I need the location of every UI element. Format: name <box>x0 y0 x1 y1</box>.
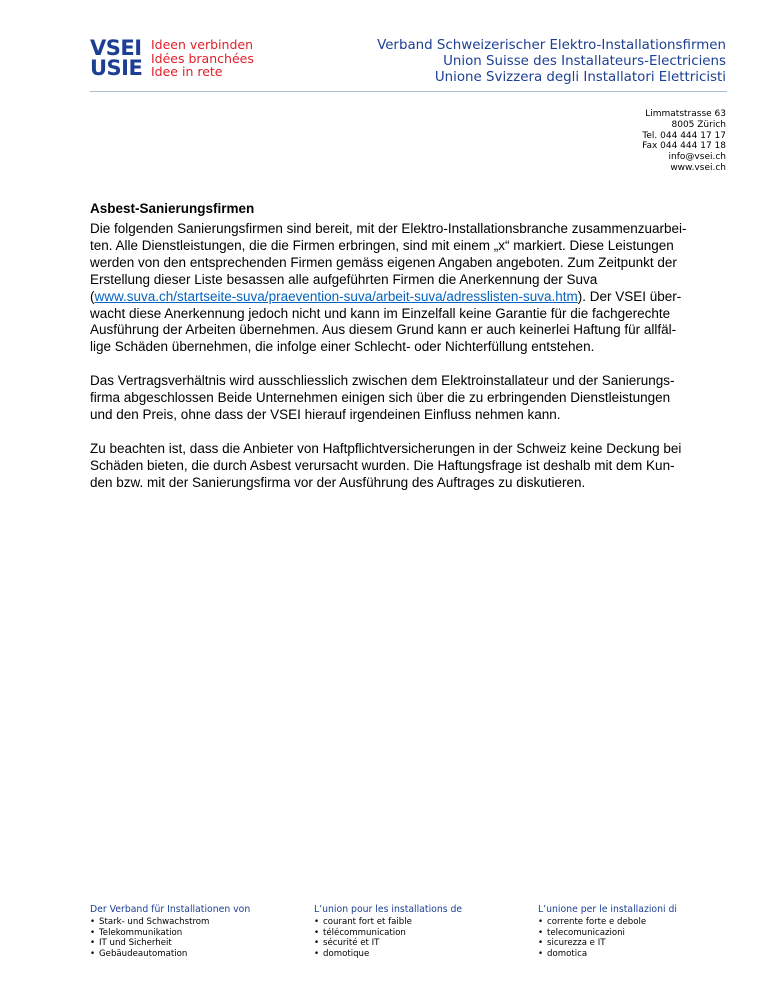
footer-list-item: • sicurezza e IT <box>538 938 677 949</box>
footer-list <box>314 917 462 959</box>
paragraph-contract <box>90 373 730 424</box>
paragraph-intro <box>90 221 730 356</box>
footer-list <box>90 917 250 959</box>
paragraph-line: lige Schäden übernehmen, die infolge einer Schlecht- oder Nichterfüllung entstehen. <box>90 339 595 355</box>
footer-list-item: • corrente forte e debole <box>538 917 677 928</box>
paragraph-line: den bzw. mit der Sanierungsfirma vor der Ausführung des Auftrages zu diskutieren. <box>90 474 586 490</box>
org-name-fr: Union Suisse des Installateurs-Electriciens <box>443 54 726 69</box>
document-body <box>90 221 730 509</box>
paragraph-line: Das Vertragsverhältnis wird ausschliesslich zwischen dem Elektroinstallateur und der Sanierungs- <box>90 373 675 389</box>
tagline-fr: Idées branchées <box>151 50 254 66</box>
footer-list-item: • domotica <box>538 949 677 960</box>
address-city: 8005 Zürich <box>671 119 726 130</box>
paren-open: ( <box>90 288 95 304</box>
footer-list-item: • télécommunication <box>314 928 462 939</box>
footer-heading: Der Verband für Installationen von <box>90 904 251 915</box>
organization-names <box>377 38 726 86</box>
tagline-it: Idee in rete <box>151 64 223 79</box>
address-fax: Fax 044 444 17 18 <box>642 141 726 152</box>
footer <box>0 904 768 964</box>
footer-heading: L’unione per le installazioni di <box>538 904 678 915</box>
org-name-it: Unione Svizzera degli Installatori Elettricisti <box>434 70 726 85</box>
footer-list-item: • Stark- und Schwachstrom <box>90 917 250 928</box>
address-block <box>642 109 726 174</box>
header-divider <box>90 91 727 92</box>
paragraph-line: und den Preis, ohne dass der VSEI hierauf irgendeinen Einfluss nehmen kann. <box>90 407 561 423</box>
paragraph-liability <box>90 441 730 492</box>
paragraph-line: Erstellung dieser Liste besassen alle aufgeführten Firmen die Anerkennung der Suva <box>90 271 598 287</box>
address-phone: Tel. 044 444 17 17 <box>642 130 726 141</box>
footer-column-it <box>538 904 677 959</box>
suva-address-list-link[interactable]: www.suva.ch/startseite-suva/praevention-suva/arbeit-suva/adresslisten-suva.htm <box>94 288 578 304</box>
footer-list <box>538 917 677 959</box>
logo-taglines <box>151 38 311 79</box>
org-name-de: Verband Schweizerischer Elektro-Installationsfirmen <box>377 38 726 53</box>
link-trailing-text: ). Der VSEI über- <box>577 288 682 304</box>
logo-mark-usie: USIE <box>90 56 143 80</box>
paragraph-line: Ausführung der Arbeiten übernehmen. Aus diesem Grund kann er auch keinerlei Haftung für allfäl- <box>90 322 677 338</box>
footer-column-fr <box>314 904 462 959</box>
paragraph-line: firma abgeschlossen Beide Unternehmen einigen sich über die zu erbringenden Dienstleistungen <box>90 390 671 406</box>
document-title: Asbest-Sanierungsfirmen <box>90 201 255 216</box>
paragraph-line: werden von den entsprechenden Firmen gemäss eigenen Angaben angeboten. Zum Zeitpunkt der <box>90 254 677 270</box>
footer-list-item: • Telekommunikation <box>90 928 250 939</box>
footer-list-item: • IT und Sicherheit <box>90 938 250 949</box>
address-email: info@vsei.ch <box>668 152 726 163</box>
paragraph-line: Die folgenden Sanierungsfirmen sind bereit, mit der Elektro-Installationsbranche zusammenzuarbei- <box>90 221 687 236</box>
footer-column-de <box>90 904 250 959</box>
paragraph-line: Zu beachten ist, dass die Anbieter von Haftpflichtversicherungen in der Schweiz keine Deckung bei <box>90 440 682 456</box>
footer-heading: L’union pour les installations de <box>314 904 463 915</box>
tagline-de: Ideen verbinden <box>151 37 254 52</box>
footer-list-item: • Gebäudeautomation <box>90 949 250 960</box>
paragraph-line-with-link <box>90 289 730 306</box>
address-website: www.vsei.ch <box>670 162 726 173</box>
footer-list-item: • sécurité et IT <box>314 938 462 949</box>
paragraph-line: ten. Alle Dienstleistungen, die die Firmen erbringen, sind mit einem „x“ markiert. Diese Leistungen <box>90 237 674 253</box>
footer-list-item: • telecomunicazioni <box>538 928 677 939</box>
footer-list-item: • domotique <box>314 949 462 960</box>
paragraph-line: wacht diese Anerkennung jedoch nicht und kann im Einzelfall keine Garantie für die fachgerechte <box>90 305 671 321</box>
logo-wordmark <box>90 38 152 78</box>
paragraph-line: Schäden bieten, die durch Asbest verursacht wurden. Die Haftungsfrage ist deshalb mit dem Kun- <box>90 457 675 473</box>
footer-list-item: • courant fort et faible <box>314 917 462 928</box>
address-street: Limmatstrasse 63 <box>645 109 726 119</box>
logo-mark-vsei: VSEI <box>90 36 142 60</box>
